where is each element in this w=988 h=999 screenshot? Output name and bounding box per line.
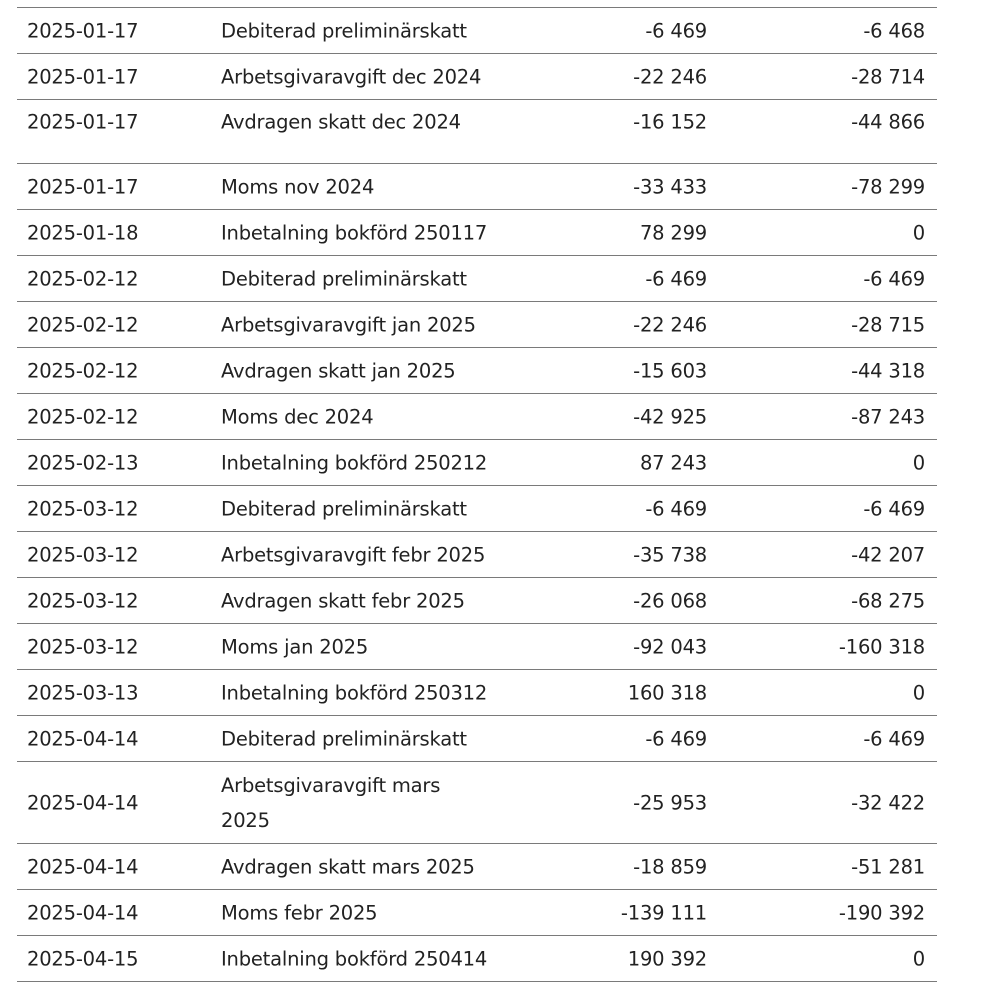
row-amount: -6 469 (645, 497, 707, 520)
table-row (17, 716, 937, 762)
row-balance: -190 392 (838, 901, 925, 924)
table-row (17, 624, 937, 670)
table-row (17, 936, 937, 982)
row-amount: -35 738 (633, 543, 707, 566)
row-balance: -44 318 (851, 359, 925, 382)
row-balance: 0 (912, 681, 925, 704)
table-row (17, 670, 937, 716)
row-date: 2025-03-13 (27, 681, 139, 704)
row-description: Arbetsgivaravgift jan 2025 (221, 313, 476, 336)
row-amount: -6 469 (645, 727, 707, 750)
table-row (17, 440, 937, 486)
row-description: Moms febr 2025 (221, 901, 378, 924)
row-amount: -33 433 (633, 175, 707, 198)
row-amount: 160 318 (627, 681, 707, 704)
row-date: 2025-03-12 (27, 589, 139, 612)
table-row (17, 486, 937, 532)
row-description: Avdragen skatt dec 2024 (221, 110, 461, 134)
row-balance: -51 281 (851, 855, 925, 878)
row-amount: -139 111 (620, 901, 707, 924)
table-row (17, 532, 937, 578)
row-balance: -160 318 (838, 635, 925, 658)
row-amount: -22 246 (633, 313, 707, 336)
row-amount: -18 859 (633, 855, 707, 878)
row-date: 2025-04-14 (27, 901, 139, 924)
row-amount: -15 603 (633, 359, 707, 382)
row-description: Debiterad preliminärskatt (221, 267, 467, 290)
table-row (17, 844, 937, 890)
table-row (17, 54, 937, 100)
row-amount: 190 392 (627, 947, 707, 970)
row-amount: -16 152 (633, 110, 707, 134)
row-balance: -6 469 (863, 267, 925, 290)
table-row (17, 256, 937, 302)
row-description: Inbetalning bokförd 250414 (221, 947, 488, 970)
row-balance: -6 469 (863, 497, 925, 520)
table-row (17, 302, 937, 348)
row-date: 2025-04-14 (27, 791, 139, 814)
row-date: 2025-04-14 (27, 727, 139, 750)
row-amount: -92 043 (633, 635, 707, 658)
row-date: 2025-03-12 (27, 497, 139, 520)
row-description: Avdragen skatt jan 2025 (221, 359, 456, 382)
row-description: Avdragen skatt mars 2025 (221, 855, 475, 878)
tax-account-table (17, 7, 937, 982)
table-row (17, 210, 937, 256)
row-date: 2025-02-12 (27, 267, 139, 290)
row-balance: -44 866 (851, 110, 925, 134)
row-amount: -6 469 (645, 19, 707, 42)
row-description: Arbetsgivaravgift febr 2025 (221, 543, 486, 566)
row-description: Moms dec 2024 (221, 405, 374, 428)
row-date: 2025-03-12 (27, 635, 139, 658)
row-date: 2025-01-17 (27, 19, 139, 42)
row-amount: -6 469 (645, 267, 707, 290)
row-amount: 87 243 (639, 451, 707, 474)
row-amount: -42 925 (633, 405, 707, 428)
row-date: 2025-02-12 (27, 359, 139, 382)
row-description: Moms jan 2025 (221, 635, 369, 658)
table-row (17, 394, 937, 440)
row-description: Debiterad preliminärskatt (221, 497, 467, 520)
row-amount: 78 299 (639, 221, 707, 244)
table-row (17, 578, 937, 624)
row-balance: -6 469 (863, 727, 925, 750)
row-balance: -6 468 (863, 19, 925, 42)
row-description: Moms nov 2024 (221, 175, 375, 198)
row-description: Avdragen skatt febr 2025 (221, 589, 465, 612)
row-date: 2025-04-15 (27, 947, 139, 970)
row-balance: 0 (912, 947, 925, 970)
row-date: 2025-03-12 (27, 543, 139, 566)
row-date: 2025-02-12 (27, 313, 139, 336)
row-description: Arbetsgivaravgift mars 2025 (221, 773, 441, 832)
row-date: 2025-02-13 (27, 451, 139, 474)
row-amount: -26 068 (633, 589, 707, 612)
table-row (17, 8, 937, 54)
table-row (17, 890, 937, 936)
row-balance: 0 (912, 221, 925, 244)
row-balance: -32 422 (851, 791, 925, 814)
row-description: Inbetalning bokförd 250117 (221, 221, 488, 244)
row-balance: -68 275 (851, 589, 925, 612)
row-balance: -28 714 (851, 65, 925, 88)
row-date: 2025-01-17 (27, 65, 139, 88)
row-balance: -28 715 (851, 313, 925, 336)
row-description: Inbetalning bokförd 250312 (221, 681, 488, 704)
row-balance: -78 299 (851, 175, 925, 198)
row-date: 2025-01-17 (27, 110, 139, 134)
table-row (17, 164, 937, 210)
row-amount: -25 953 (633, 791, 707, 814)
row-date: 2025-01-17 (27, 175, 139, 198)
row-date: 2025-04-14 (27, 855, 139, 878)
row-balance: -87 243 (851, 405, 925, 428)
row-balance: 0 (912, 451, 925, 474)
row-amount: -22 246 (633, 65, 707, 88)
row-description: Debiterad preliminärskatt (221, 727, 467, 750)
row-balance: -42 207 (851, 543, 925, 566)
row-description: Arbetsgivaravgift dec 2024 (221, 65, 482, 88)
row-description: Inbetalning bokförd 250212 (221, 451, 488, 474)
table-row (17, 348, 937, 394)
row-date: 2025-01-18 (27, 221, 139, 244)
row-description: Debiterad preliminärskatt (221, 19, 467, 42)
table-row (17, 100, 937, 164)
row-date: 2025-02-12 (27, 405, 139, 428)
table-row (17, 762, 937, 844)
